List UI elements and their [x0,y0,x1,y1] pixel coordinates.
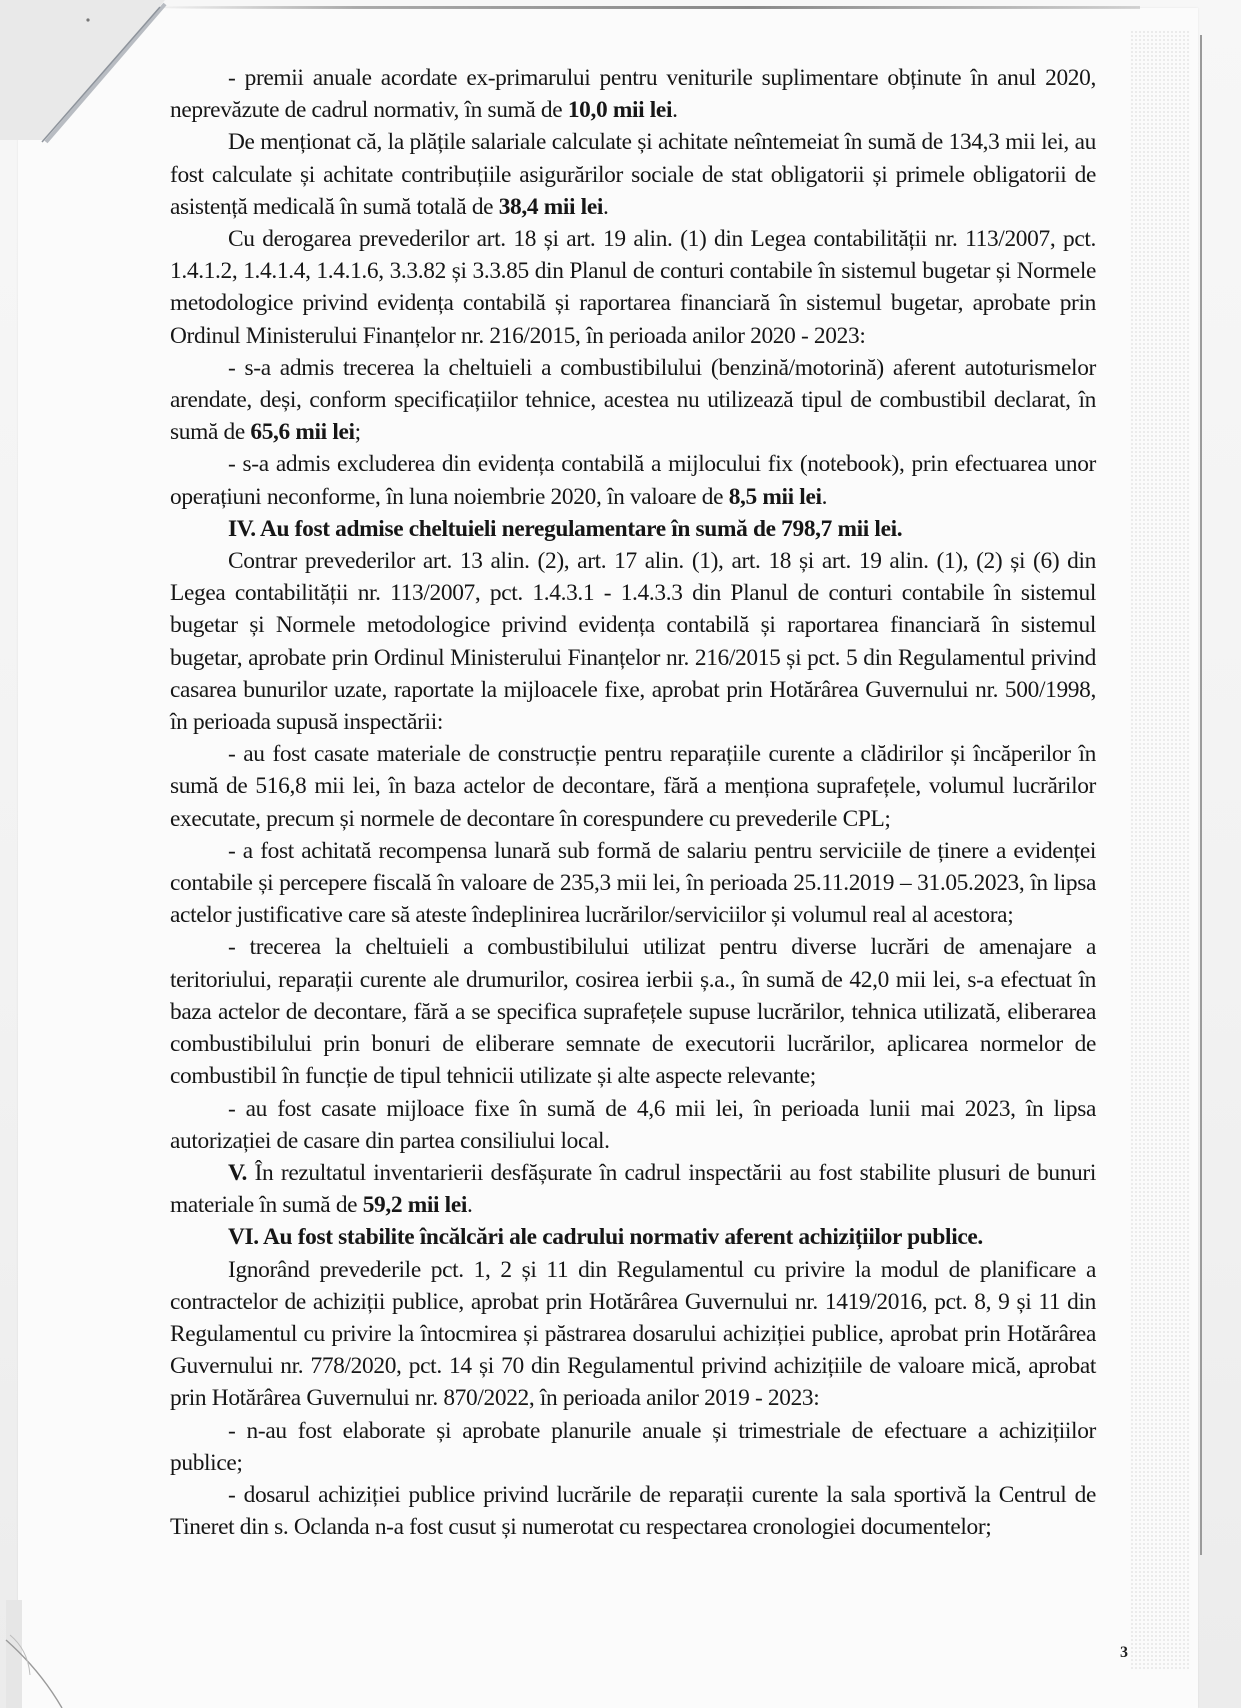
list-item [170,448,1096,512]
text-run: - au fost casate materiale de construcție pentru reparațiile curente a clădirilor și încăperilor în sumă de 516,8 mii lei, în baza actelor de decontare, fără a menționa suprafețele, volumul lucrărilor executate, precum și normele de decontare în corespundere cu prevederile CPL; [170,741,1096,832]
text-run: . [821,483,828,510]
text-run: - a fost achitată recompensa lunară sub formă de salariu pentru serviciile de ținere a evidenței contabile și percepere fiscală în valoare de 235,3 mii lei, în perioada 25.11.2019 – 31.05.2023, în lipsa actelor justificative care să ateste îndeplinirea lucrărilor/serviciilor și volumul real al acestora; [170,837,1096,929]
text-run: . [467,1192,473,1219]
emphasized-amount: IV. Au fost admise cheltuieli neregulamentare în sumă de 798,7 mii lei. [228,515,903,542]
section-heading [170,513,1096,545]
list-item [170,62,1096,126]
list-item [170,1479,1096,1543]
text-run: . [603,193,609,220]
text-run: - premii anuale acordate ex-primarului pentru veniturile suplimentare obținute în anul 2020, neprevăzute de cadrul normativ, în sumă de [170,65,1096,124]
section-heading [170,1221,1096,1253]
text-run: Ignorând prevederile pct. 1, 2 și 11 din Regulamentul cu privire la modul de planificare a contractelor de achiziții publice, aprobat prin Hotărârea Guvernului nr. 1419/2016, pct. 8, 9 și 11 din Regulamentul cu privire la întocmirea și păstrarea dosarului achiziției publice, aprobat prin Hotărârea Guvernului nr. 778/2020, pct. 14 și 70 din Regulamentul privind achizițiile de valoare mică, aprobat prin Hotărârea Guvernului nr. 870/2022, în perioada anilor 2019 - 2023: [170,1256,1096,1412]
text-run: - s-a admis trecerea la cheltuieli a combustibilului (benzină/motorină) aferent autoturismelor arendate, deși, conform specificațiilor tehnice, acestea nu utilizează tipul de combustibil declarat, în sumă de [170,354,1096,446]
text-run: - dosarul achiziției publice privind lucrările de reparații curente la sala sportivă la Centrul de Tineret din s. Oclanda n-a fost cusut și numerotat cu respectarea cronologiei documentelor; [170,1481,1096,1541]
page-number: 3 [1120,1644,1128,1661]
list-item [170,352,1096,449]
text-run: . [672,97,678,124]
paragraph [170,223,1096,352]
text-run: - n-au fost elaborate și aprobate planurile anuale și trimestriale de efectuare a achizițiilor publice; [170,1417,1096,1476]
text-run: - au fost casate mijloace fixe în sumă de 4,6 mii lei, în perioada lunii mai 2023, în lipsa autorizației de casare din partea consiliului local. [170,1095,1096,1154]
folded-corner-icon [0,0,170,150]
list-item [170,835,1096,932]
emphasized-amount: V. [228,1159,248,1186]
paragraph [170,1157,1096,1221]
list-item [170,738,1096,835]
text-run: ; [354,419,361,446]
page-right-border [1200,35,1202,1555]
emphasized-amount: 38,4 mii lei [498,193,603,220]
scan-halftone-artifact [1130,30,1190,1670]
emphasized-amount: 65,6 mii lei [250,419,355,446]
text-run: - s-a admis excluderea din evidența contabilă a mijlocului fix (notebook), prin efectuarea unor operațiuni neconforme, în luna noiembrie 2020, în valoare de [170,451,1096,510]
document-body [170,62,1096,1543]
list-item [170,1415,1096,1479]
emphasized-amount: VI. Au fost stabilite încălcări ale cadrului normativ aferent achizițiilor publice. [228,1224,983,1251]
text-run: În rezultatul inventarierii desfășurate în cadrul inspectării au fost stabilite plusuri de bunuri materiale în sumă de [170,1159,1096,1219]
emphasized-amount: 59,2 mii lei [362,1192,467,1219]
paragraph [170,126,1096,223]
text-run: Cu derogarea prevederilor art. 18 și art. 19 alin. (1) din Legea contabilității nr. 113/2007, pct. 1.4.1.2, 1.4.1.4, 1.4.1.6, 3.3.82 și 3.3.85 din Planul de conturi contabile în sistemul bugetar și Normele metodologice privind evidența contabilă și raportarea financiară în sistemul bugetar, aprobate prin Ordinul Ministerului Finanțelor nr. 216/2015, în perioada anilor 2020 - 2023: [170,226,1096,349]
list-item [170,1093,1096,1157]
text-run: Contrar prevederilor art. 13 alin. (2), art. 17 alin. (1), art. 18 și art. 19 alin. (1), (2) și (6) din Legea contabilității nr. 113/2007, pct. 1.4.3.1 - 1.4.3.3 din Planul de conturi contabile în sistemul bugetar și Normele metodologice privind evidența contabilă și raportarea financiară în sistemul bugetar, aprobate prin Ordinul Ministerului Finanțelor nr. 216/2015 și pct. 5 din Regulamentul privind casarea bunurilor uzate, raportate la mijloacele fixe, aprobat prin Hotărârea Guvernului nr. 500/1998, în perioada supusă inspectării: [170,548,1096,736]
page-curl-icon [0,1600,70,1708]
paragraph [170,1254,1096,1415]
emphasized-amount: 8,5 mii lei [728,483,822,510]
list-item [170,931,1096,1092]
paragraph [170,545,1096,738]
text-run: De menționat că, la plățile salariale calculate și achitate neîntemeiat în sumă de 134,3 mii lei, au fost calculate și achitate contribuțiile asigurărilor sociale de stat obligatorii și primele obligatorii de asistență medicală în sumă totală de [170,129,1096,220]
page-top-edge [160,6,1140,9]
text-run: - trecerea la cheltuieli a combustibilului utilizat pentru diverse lucrări de amenajare a teritoriului, reparații curente ale drumurilor, cosirea ierbii ș.a., în sumă de 42,0 mii lei, s-a efectuat în baza actelor de decontare, fără a se specifica suprafețele supuse lucrărilor, tehnica utilizată, eliberarea combustibilului prin bonuri de eliberare semnate de executorii lucrărilor, aplicarea normelor de combustibil în funcție de tipul tehnicii utilizate și alte aspecte relevante; [170,934,1096,1090]
emphasized-amount: 10,0 mii lei [567,97,673,124]
